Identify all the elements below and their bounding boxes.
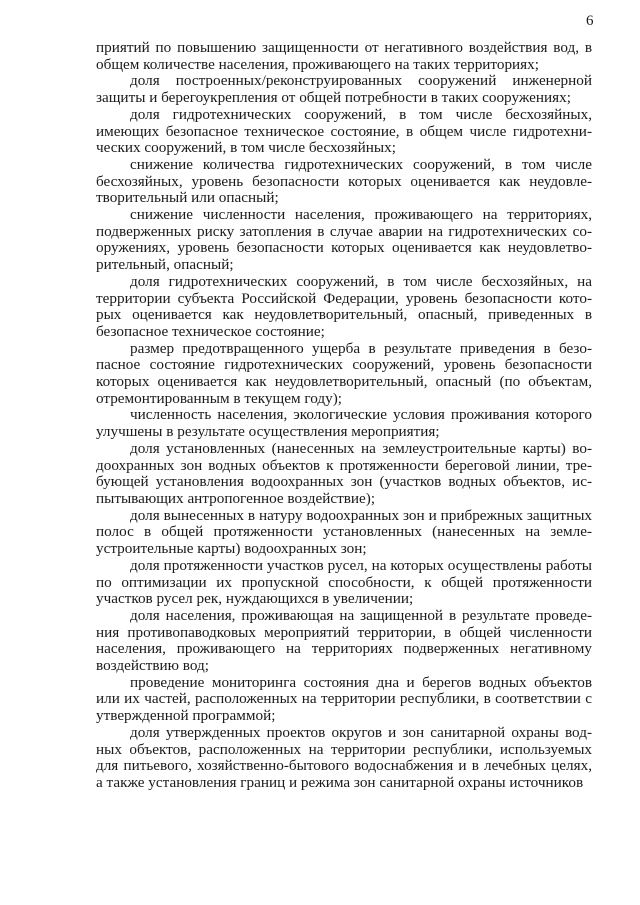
paragraph-7: размер предотвращенного ущерба в результате приведения в безопасное состояние гидротехнических сооружений, уровень безопасности которых оценивается как неудовлетворительный, опасный (по объектам, отремонтированным в текущем году);	[96, 339, 592, 407]
paragraph-10: доля вынесенных в натуру водоохранных зон и прибрежных защитных полос в общей протяженности установленных (нанесенных на землеустроительные карты) водоохранных зон;	[96, 506, 592, 558]
paragraph-14: доля утвержденных проектов округов и зон санитарной охраны водных объектов, расположенных на территории республики, используемых для питьевого, хозяйственно-бытового водоснабжения и в лечебных целях, а также установления границ и режима зон санитарной охраны источников	[96, 723, 592, 791]
paragraph-13: проведение мониторинга состояния дна и берегов водных объектов или их частей, расположенных на территории республики, в соответствии с утвержденной программой;	[96, 673, 592, 725]
paragraph-1: приятий по повышению защищенности от негативного воздействия вод, в общем количестве населения, проживающего на таких территориях;	[96, 39, 592, 73]
page-number: 6	[586, 13, 594, 29]
paragraph-2: доля построенных/реконструированных сооружений инженерной защиты и берегоукрепления от общей потребности в таких сооружениях;	[96, 72, 592, 107]
paragraph-4: снижение количества гидротехнических сооружений, в том числе бесхозяйных, уровень безопасности которых оценивается как неудовлетворительный или опасный;	[96, 155, 592, 207]
paragraph-3: доля гидротехнических сооружений, в том числе бесхозяйных, имеющих безопасное техническое состояние, в общем числе гидротехнических сооружений, в том числе бесхозяйных;	[96, 105, 592, 157]
paragraph-5: снижение численности населения, проживающего на территориях, подверженных риску затопления в случае аварии на гидротехнических сооружениях, уровень безопасности которых оценивается как неудовлетворительный, опасный;	[96, 206, 592, 274]
paragraph-9: доля установленных (нанесенных на землеустроительные карты) водоохранных зон водных объектов к протяженности береговой линии, требующей установления водоохранных зон (участков водных объектов, испытывающих антропогенное воздействие);	[96, 439, 592, 507]
paragraph-11: доля протяженности участков русел, на которых осуществлены работы по оптимизации их пропускной способности, к общей протяженности участков русел рек, нуждающихся в увеличении;	[96, 556, 592, 608]
paragraph-12: доля населения, проживающая на защищенной в результате проведения противопаводковых мероприятий территории, в общей численности населения, проживающего на территориях подверженных негативному воздействию вод;	[96, 606, 592, 675]
document-body	[96, 40, 592, 792]
paragraph-8: численность населения, экологические условия проживания которого улучшены в результате осуществления мероприятия;	[96, 406, 592, 441]
paragraph-6: доля гидротехнических сооружений, в том числе бесхозяйных, на территории субъекта Российской Федерации, уровень безопасности которых оценивается как неудовлетворительный, опасный, приведенных в безопасное техническое состояние;	[96, 272, 592, 340]
